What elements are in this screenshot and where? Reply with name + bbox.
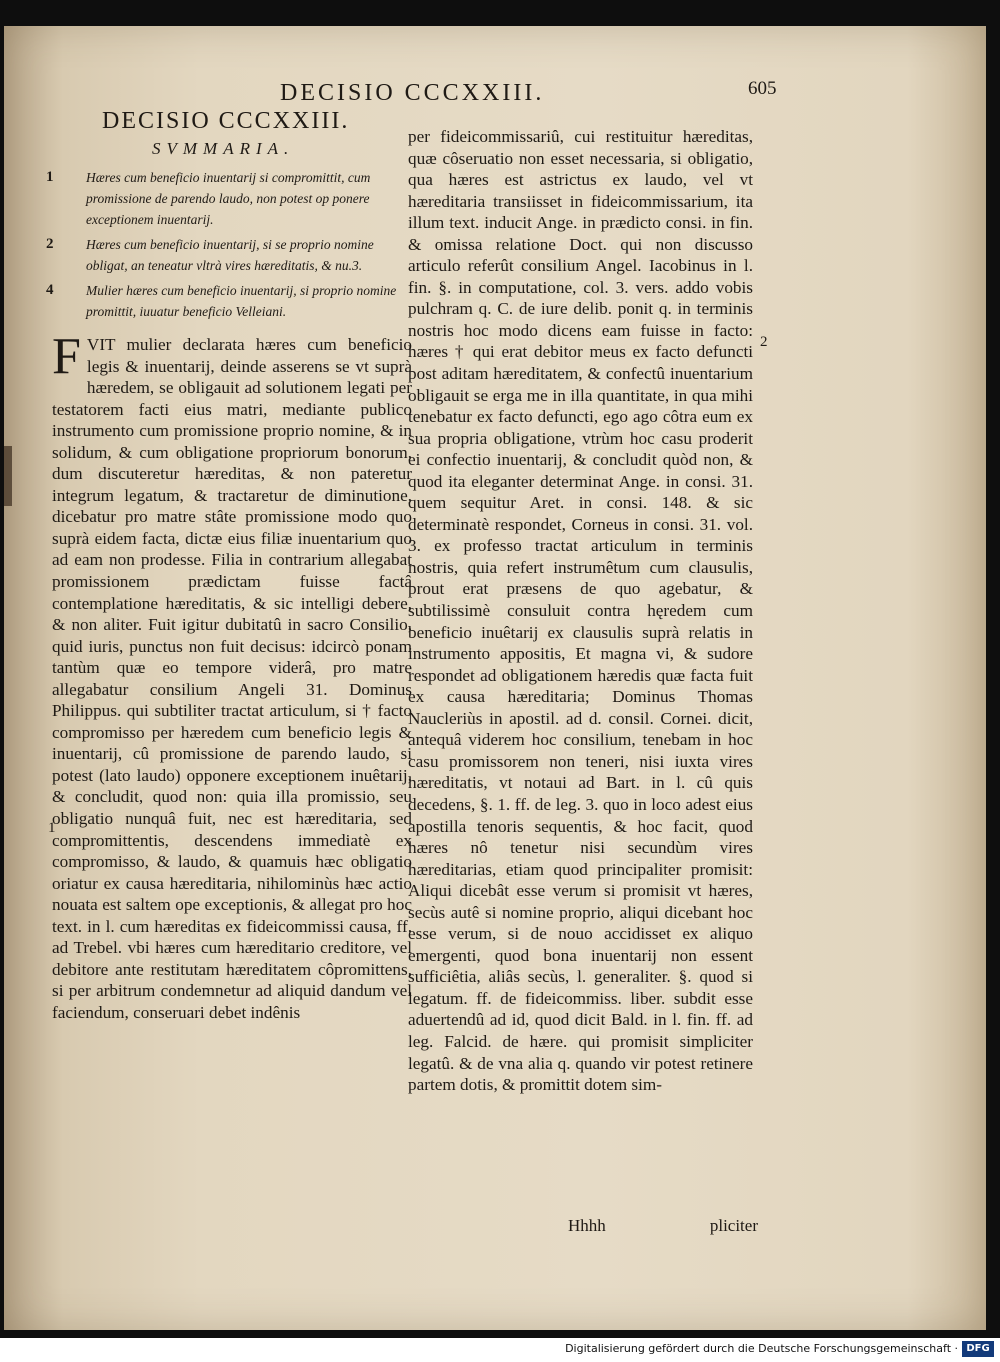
summary-text: Mulier hæres cum beneficio inuentarij, si proprio nomine promittit, iuuatur beneficio Velleiani.	[86, 283, 397, 319]
running-head: DECISIO CCCXXIII.	[280, 80, 545, 106]
left-paragraph: VIT mulier declarata hæres cum beneficio legis & inuentarij, deinde asserens se vt suprà hæredem, se obligauit ad solutionem legati per testatorem facti eius matri, mediante publico instrumento cum promissione proprio nomine, & in solidum, & cum obligatione propriorum bonorum, dum discuteretur hæreditas, & non pateretur integrum legatum, & tractaretur de diminutione, dicebatur pro matre stâte promissione modo quo suprà eidem facta, dictæ eius filiæ inuentarium quo ad eam non prodesse. Filia in contrarium allegabat promissionem prædictam fuisse factâ contemplatione hæreditatis, & sic intelligi debere, & non aliter. Fuit igitur dubitatû in sacro Consilio, quid iuris, punctus non fuit decisus: idcircò ponam tantùm quæ eo tempore viderâ, pro matre allegabatur consilium Angeli 31. Dominus Philippus. qui subtiliter tractat articulum, si † facto compromisso per hæredem cum beneficio legis & inuentarij, cû promissione de parendo laudo, si potest (lato laudo) opponere exceptionem inuêtarij, & concludit, quod non: quia illa promissio, seu obligatio nunquâ fuit, nec est hæreditaria, sed compromittentis, descendens immediatè ex compromisso, & laudo, & quamuis hæc obligatio oriatur ex causa hæreditaria, nihilominùs hæc actio nouata est saltem ope exceptionis, & allegat pro hoc text. in l. cum hæreditas ex fideicommissi causa, ff. ad Trebel. vbi hæres cum hæreditario creditore, vel debitore ante restitutam hæreditatem côpromittens, si per arbitrum condemnetur ad aliquid dandum vel faciendum, conseruari debet indênis	[52, 335, 412, 1022]
summary-number: 4	[46, 282, 54, 298]
page-number: 605	[748, 78, 777, 99]
summary-text: Hæres cum beneficio inuentarij, si se proprio nomine obligat, an teneatur vltrà vires hæreditatis, & nu.3.	[86, 237, 374, 273]
summary-item	[46, 234, 412, 276]
drop-cap: F	[52, 328, 81, 385]
summary-item	[46, 167, 412, 230]
signature-mark: Hhhh	[568, 1216, 606, 1235]
page-edge-stain	[4, 446, 12, 506]
summary-number: 1	[46, 169, 54, 185]
summary-number: 2	[46, 236, 54, 252]
decision-title: DECISIO CCCXXIII.	[102, 108, 350, 134]
left-column	[46, 108, 412, 1024]
summaria-heading: SVMMARIA.	[152, 139, 295, 158]
left-body-text	[52, 328, 412, 1024]
summary-text: Hæres cum beneficio inuentarij si compromittit, cum promissione de parendo laudo, non potest op ponere exceptionem inuentarij.	[86, 170, 371, 227]
funding-notice: Digitalisierung gefördert durch die Deutsche Forschungsgemeinschaft ·	[565, 1342, 958, 1355]
summary-item	[46, 280, 412, 322]
book-page	[4, 26, 986, 1330]
catchword: pliciter	[709, 1216, 758, 1235]
margin-note-left: 1	[48, 820, 56, 836]
footer-bar	[0, 1338, 1000, 1362]
margin-note-right: 2	[760, 334, 768, 350]
right-column	[408, 108, 753, 1096]
dfg-logo: DFG	[962, 1341, 994, 1357]
right-paragraph: per fideicommissariû, cui restituitur hæreditas, quæ côseruatio non esset necessaria, si obligatio, qua hæres est astrictus ex laudo, vel vt hæreditaria transiisset in fideicommissarium, ita illum text. inducit Ange. in prædicto consi. in fin. & omissa relatione Doct. qui non discusso articulo referût consilium Angel. Iacobinus in l. fin. §. in computatione, col. 3. vers. addo vobis pulchram q. C. de iure delib. ponit q. in terminis nostris hoc modo dicens eam fuisse in facto: hæres † qui erat debitor meus ex facto defuncti post aditam hæreditatem, & confectû inuentarium obligauit se erga me in illa quantitate, in qua mihi tenebatur ex facto defuncti, ego ago côtra eum ex sua propria obligatione, vtrùm hoc casu proderit ei confectio inuentarij, & concludit quòd non, & quod ita eleganter determinat Ange. in consi. 31. quem sequitur Aret. in consi. 148. & sic determinatè respondet, Corneus in consi. 31. vol. 3. ex professo tractat articulum in terminis nostris, quia refert instrumêtum cum clausulis, prout erat præsens de quo agebatur, & subtilissimè consuluit contra hęredem cum beneficio inuêtarij ex clausulis suprà relatis in instrumento appositis, Et magna vi, & sudore respondet ad obligationem hæredis quæ facta fuit ex causa hæreditaria; Dominus Thomas Naucleriùs in apostil. ad d. consil. Cornei. dicit, antequâ viderem hoc consilium, tenebam in hoc casu promissorem non teneri, nisi iuxta vires hæreditatis, vt notaui ad Bart. in l. cû quis decedens, §. 1. ff. de leg. 3. quo in loco adest eius apostilla tenoris sequentis, & hoc facit, quod hæres nô tenetur nisi secundùm vires hæreditarias, etiam quod principaliter promisit: Aliqui dicebât esse verum si promisit vt hæres, secùs autê si nomine proprio, aliqui dicebant hoc esse verum, si de nouo accidisset ex aliquo emergenti, quod bona inuentarij non essent sufficiêtia, aliâs secùs, l. generaliter. §. quod si legatum. ff. de fideicommiss. liber. subdit esse aduertendû ad id, quod dicit Bald. in l. fin. ff. ad leg. Falcid. de hære. qui promisit simpliciter legatû. & de vna alia q. quando vir potest retinere partem dotis, & promittit dotem sim-	[408, 127, 753, 1095]
